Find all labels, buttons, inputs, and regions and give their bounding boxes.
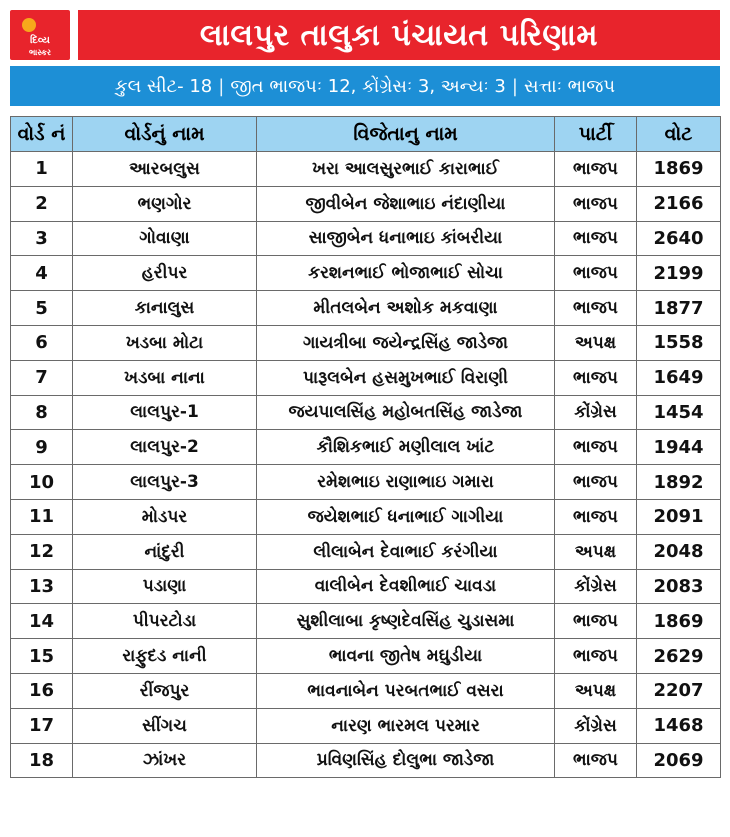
table-row	[11, 534, 721, 569]
table-row	[11, 499, 721, 534]
cell-votes: 2069	[637, 743, 721, 778]
page-title: લાલપુર તાલુકા પંચાયત પરિણામ	[199, 17, 599, 53]
table-row	[11, 221, 721, 256]
cell-party: કોંગ્રેસ	[555, 395, 637, 430]
cell-winner: પારૂલબેન હસમુખભાઈ વિરાણી	[257, 360, 555, 395]
cell-ward-name: મોડપર	[73, 499, 257, 534]
col-header-party: પાર્ટી	[555, 117, 637, 152]
cell-party: અપક્ષ	[555, 534, 637, 569]
cell-votes: 1454	[637, 395, 721, 430]
cell-votes: 2048	[637, 534, 721, 569]
cell-ward-no: 15	[11, 639, 73, 674]
table-row	[11, 708, 721, 743]
col-header-votes: વોટ	[637, 117, 721, 152]
cell-party: ભાજપ	[555, 743, 637, 778]
table-row	[11, 465, 721, 500]
cell-winner: રમેશભાઇ રાણાભાઇ ગમારા	[257, 465, 555, 500]
table-row	[11, 256, 721, 291]
cell-votes: 2091	[637, 499, 721, 534]
cell-winner: ભાવના જીતેષ મઘુડીયા	[257, 639, 555, 674]
cell-votes: 1558	[637, 325, 721, 360]
cell-ward-name: ગોવાણા	[73, 221, 257, 256]
cell-votes: 1944	[637, 430, 721, 465]
cell-ward-name: લાલપુર-3	[73, 465, 257, 500]
table-header-row	[11, 117, 721, 152]
results-table	[10, 116, 721, 778]
cell-party: ભાજપ	[555, 221, 637, 256]
cell-ward-no: 13	[11, 569, 73, 604]
summary-total: કુલ સીટ- 18	[114, 75, 213, 97]
cell-ward-no: 6	[11, 325, 73, 360]
cell-ward-no: 4	[11, 256, 73, 291]
cell-party: ભાજપ	[555, 256, 637, 291]
cell-winner: જયપાલસિંહ મહોબતસિંહ જાડેજા	[257, 395, 555, 430]
cell-votes: 2640	[637, 221, 721, 256]
header	[0, 0, 730, 66]
cell-party: કોંગ્રેસ	[555, 708, 637, 743]
logo-line2: ભાસ્કર	[28, 48, 52, 57]
table-row	[11, 430, 721, 465]
table-row	[11, 604, 721, 639]
cell-ward-no: 5	[11, 291, 73, 326]
table-row	[11, 743, 721, 778]
cell-party: ભાજપ	[555, 465, 637, 500]
cell-ward-no: 14	[11, 604, 73, 639]
cell-winner: ભાવનાબેન પરબતભાઈ વસરા	[257, 673, 555, 708]
cell-ward-no: 3	[11, 221, 73, 256]
summary-power: સત્તાઃ ભાજપ	[523, 75, 616, 97]
cell-winner: કૌશિકભાઈ મણીલાલ ખાંટ	[257, 430, 555, 465]
cell-winner: જીવીબેન જેશાભાઇ નંદાણીયા	[257, 186, 555, 221]
table-row	[11, 673, 721, 708]
cell-ward-no: 9	[11, 430, 73, 465]
cell-ward-no: 8	[11, 395, 73, 430]
cell-winner: પ્રવિણસિંહ દોલુભા જાડેજા	[257, 743, 555, 778]
cell-party: ભાજપ	[555, 499, 637, 534]
table-row	[11, 325, 721, 360]
cell-ward-no: 12	[11, 534, 73, 569]
cell-votes: 1877	[637, 291, 721, 326]
cell-ward-name: ખડબા મોટા	[73, 325, 257, 360]
table-row	[11, 360, 721, 395]
cell-ward-name: રાફુદડ નાની	[73, 639, 257, 674]
cell-ward-name: સીંગચ	[73, 708, 257, 743]
cell-ward-name: કાનાલુસ	[73, 291, 257, 326]
cell-ward-no: 16	[11, 673, 73, 708]
cell-ward-name: લાલપુર-2	[73, 430, 257, 465]
cell-party: ભાજપ	[555, 430, 637, 465]
cell-votes: 1468	[637, 708, 721, 743]
table-row	[11, 291, 721, 326]
cell-winner: મીતલબેન અશોક મકવાણા	[257, 291, 555, 326]
cell-party: ભાજપ	[555, 639, 637, 674]
cell-ward-no: 11	[11, 499, 73, 534]
logo-line1: દિવ્ય	[30, 35, 50, 46]
cell-winner: કરશનભાઈ ભોજાભાઈ સોચા	[257, 256, 555, 291]
cell-party: અપક્ષ	[555, 673, 637, 708]
cell-votes: 1649	[637, 360, 721, 395]
table-row	[11, 186, 721, 221]
cell-winner: સુશીલાબા કૃષ્ણદેવસિંહ ચુડાસમા	[257, 604, 555, 639]
cell-winner: સાજીબેન ધનાભાઇ કાંબરીયા	[257, 221, 555, 256]
separator: |	[511, 75, 518, 97]
table-row	[11, 639, 721, 674]
summary-bar	[10, 66, 720, 106]
cell-votes: 2166	[637, 186, 721, 221]
cell-ward-name: ખડબા નાના	[73, 360, 257, 395]
cell-ward-no: 17	[11, 708, 73, 743]
col-header-ward-no: વોર્ડ નં	[11, 117, 73, 152]
cell-ward-no: 10	[11, 465, 73, 500]
cell-ward-no: 7	[11, 360, 73, 395]
cell-ward-name: લાલપુર-1	[73, 395, 257, 430]
table-row	[11, 152, 721, 187]
cell-ward-no: 1	[11, 152, 73, 187]
col-header-winner: વિજેતાનુ નામ	[257, 117, 555, 152]
cell-ward-name: ઝાંખર	[73, 743, 257, 778]
cell-winner: લીલાબેન દેવાભાઈ કરંગીયા	[257, 534, 555, 569]
cell-party: ભાજપ	[555, 186, 637, 221]
cell-votes: 2207	[637, 673, 721, 708]
cell-winner: ગાયત્રીબા જયેન્દ્રસિંહ જાડેજા	[257, 325, 555, 360]
cell-votes: 1869	[637, 604, 721, 639]
cell-party: અપક્ષ	[555, 325, 637, 360]
cell-winner: વાલીબેન દેવશીભાઈ ચાવડા	[257, 569, 555, 604]
cell-ward-no: 18	[11, 743, 73, 778]
cell-party: ભાજપ	[555, 291, 637, 326]
title-bar	[78, 10, 720, 60]
cell-ward-no: 2	[11, 186, 73, 221]
sun-icon	[22, 18, 36, 32]
cell-votes: 2629	[637, 639, 721, 674]
cell-ward-name: આરબલુસ	[73, 152, 257, 187]
cell-ward-name: ભણગોર	[73, 186, 257, 221]
cell-votes: 1892	[637, 465, 721, 500]
table-row	[11, 569, 721, 604]
cell-ward-name: પડાણા	[73, 569, 257, 604]
cell-ward-name: નાંદુરી	[73, 534, 257, 569]
cell-winner: ખરા આલસુરભાઈ કારાભાઈ	[257, 152, 555, 187]
cell-winner: જયેશભાઈ ધનાભાઈ ગાગીયા	[257, 499, 555, 534]
cell-votes: 2083	[637, 569, 721, 604]
table-row	[11, 395, 721, 430]
cell-party: કોંગ્રેસ	[555, 569, 637, 604]
cell-votes: 2199	[637, 256, 721, 291]
cell-votes: 1869	[637, 152, 721, 187]
cell-party: ભાજપ	[555, 360, 637, 395]
cell-party: ભાજપ	[555, 152, 637, 187]
cell-party: ભાજપ	[555, 604, 637, 639]
separator: |	[218, 75, 225, 97]
divya-bhaskar-logo	[10, 10, 70, 60]
cell-ward-name: રીંજપુર	[73, 673, 257, 708]
cell-winner: નારણ ભારમલ પરમાર	[257, 708, 555, 743]
cell-ward-name: પીપરટોડા	[73, 604, 257, 639]
cell-ward-name: હરીપર	[73, 256, 257, 291]
summary-won: જીત ભાજપઃ 12, કોંગ્રેસઃ 3, અન્યઃ 3	[230, 75, 506, 97]
col-header-ward-name: વોર્ડનું નામ	[73, 117, 257, 152]
